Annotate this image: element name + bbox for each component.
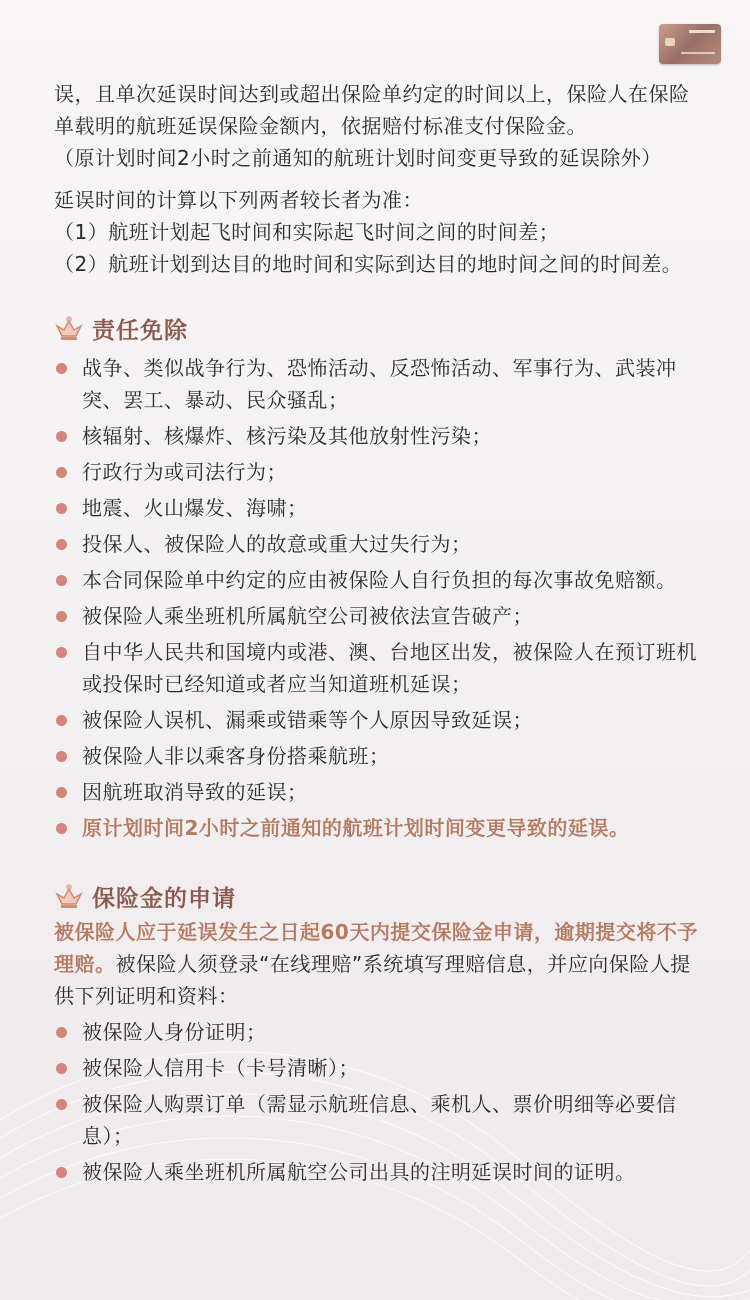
list-item-highlight: 原计划时间2小时之前通知的航班计划时间变更导致的延误。 <box>54 812 704 844</box>
claim-intro-rest: 被保险人须登录“在线理赔”系统填写理赔信息，并应向保险人提供下列证明和资料： <box>54 952 691 1008</box>
calc-title: 延误时间的计算以下列两者较长者为准： <box>54 188 423 212</box>
document-content <box>54 78 704 1192</box>
list-item: 被保险人非以乘客身份搭乘航班； <box>54 740 704 772</box>
intro-paragraph: 误，且单次延误时间达到或超出保险单约定的时间以上，保险人在保险单载明的航班延误保险金额内，依据赔付标准支付保险金。 <box>54 82 690 138</box>
calc-item-1: （1）航班计划起飞时间和实际起飞时间之间的时间差； <box>54 220 560 244</box>
section-title-claim <box>54 876 704 916</box>
claim-intro <box>54 916 704 1012</box>
list-item: 本合同保险单中约定的应由被保险人自行负担的每次事故免赔额。 <box>54 564 704 596</box>
list-item: 核辐射、核爆炸、核污染及其他放射性污染； <box>54 420 704 452</box>
list-item: 被保险人购票订单（需显示航班信息、乘机人、票价明细等必要信息）； <box>54 1088 704 1152</box>
section-title-text: 责任免除 <box>92 317 188 344</box>
intro-exception: （原计划时间2小时之前通知的航班计划时间变更导致的延误除外） <box>54 146 662 170</box>
list-item: 因航班取消导致的延误； <box>54 776 704 808</box>
section-title-text: 保险金的申请 <box>92 885 236 912</box>
calc-item-2: （2）航班计划到达目的地时间和实际到达目的地时间之间的时间差。 <box>54 252 683 276</box>
list-item: 被保险人信用卡（卡号清晰）； <box>54 1052 704 1084</box>
credit-card-logo <box>659 24 721 64</box>
crown-icon <box>54 882 84 910</box>
crown-icon <box>54 314 84 342</box>
claim-deadline-highlight: 被保险人应于延误发生之日起60天内提交保险金申请，逾期提交将不予理赔。 <box>54 920 698 976</box>
list-item: 地震、火山爆发、海啸； <box>54 492 704 524</box>
exclusions-list <box>54 352 704 844</box>
list-item: 被保险人乘坐班机所属航空公司出具的注明延误时间的证明。 <box>54 1156 704 1188</box>
list-item: 被保险人误机、漏乘或错乘等个人原因导致延误； <box>54 704 704 736</box>
list-item: 自中华人民共和国境内或港、澳、台地区出发，被保险人在预订班机或投保时已经知道或者应当知道班机延误； <box>54 636 704 700</box>
list-item: 投保人、被保险人的故意或重大过失行为； <box>54 528 704 560</box>
list-item: 被保险人乘坐班机所属航空公司被依法宣告破产； <box>54 600 704 632</box>
list-item: 战争、类似战争行为、恐怖活动、反恐怖活动、军事行为、武装冲突、罢工、暴动、民众骚乱； <box>54 352 704 416</box>
list-item: 被保险人身份证明； <box>54 1016 704 1048</box>
claim-documents-list <box>54 1016 704 1188</box>
section-title-exclusions <box>54 308 704 348</box>
list-item: 行政行为或司法行为； <box>54 456 704 488</box>
